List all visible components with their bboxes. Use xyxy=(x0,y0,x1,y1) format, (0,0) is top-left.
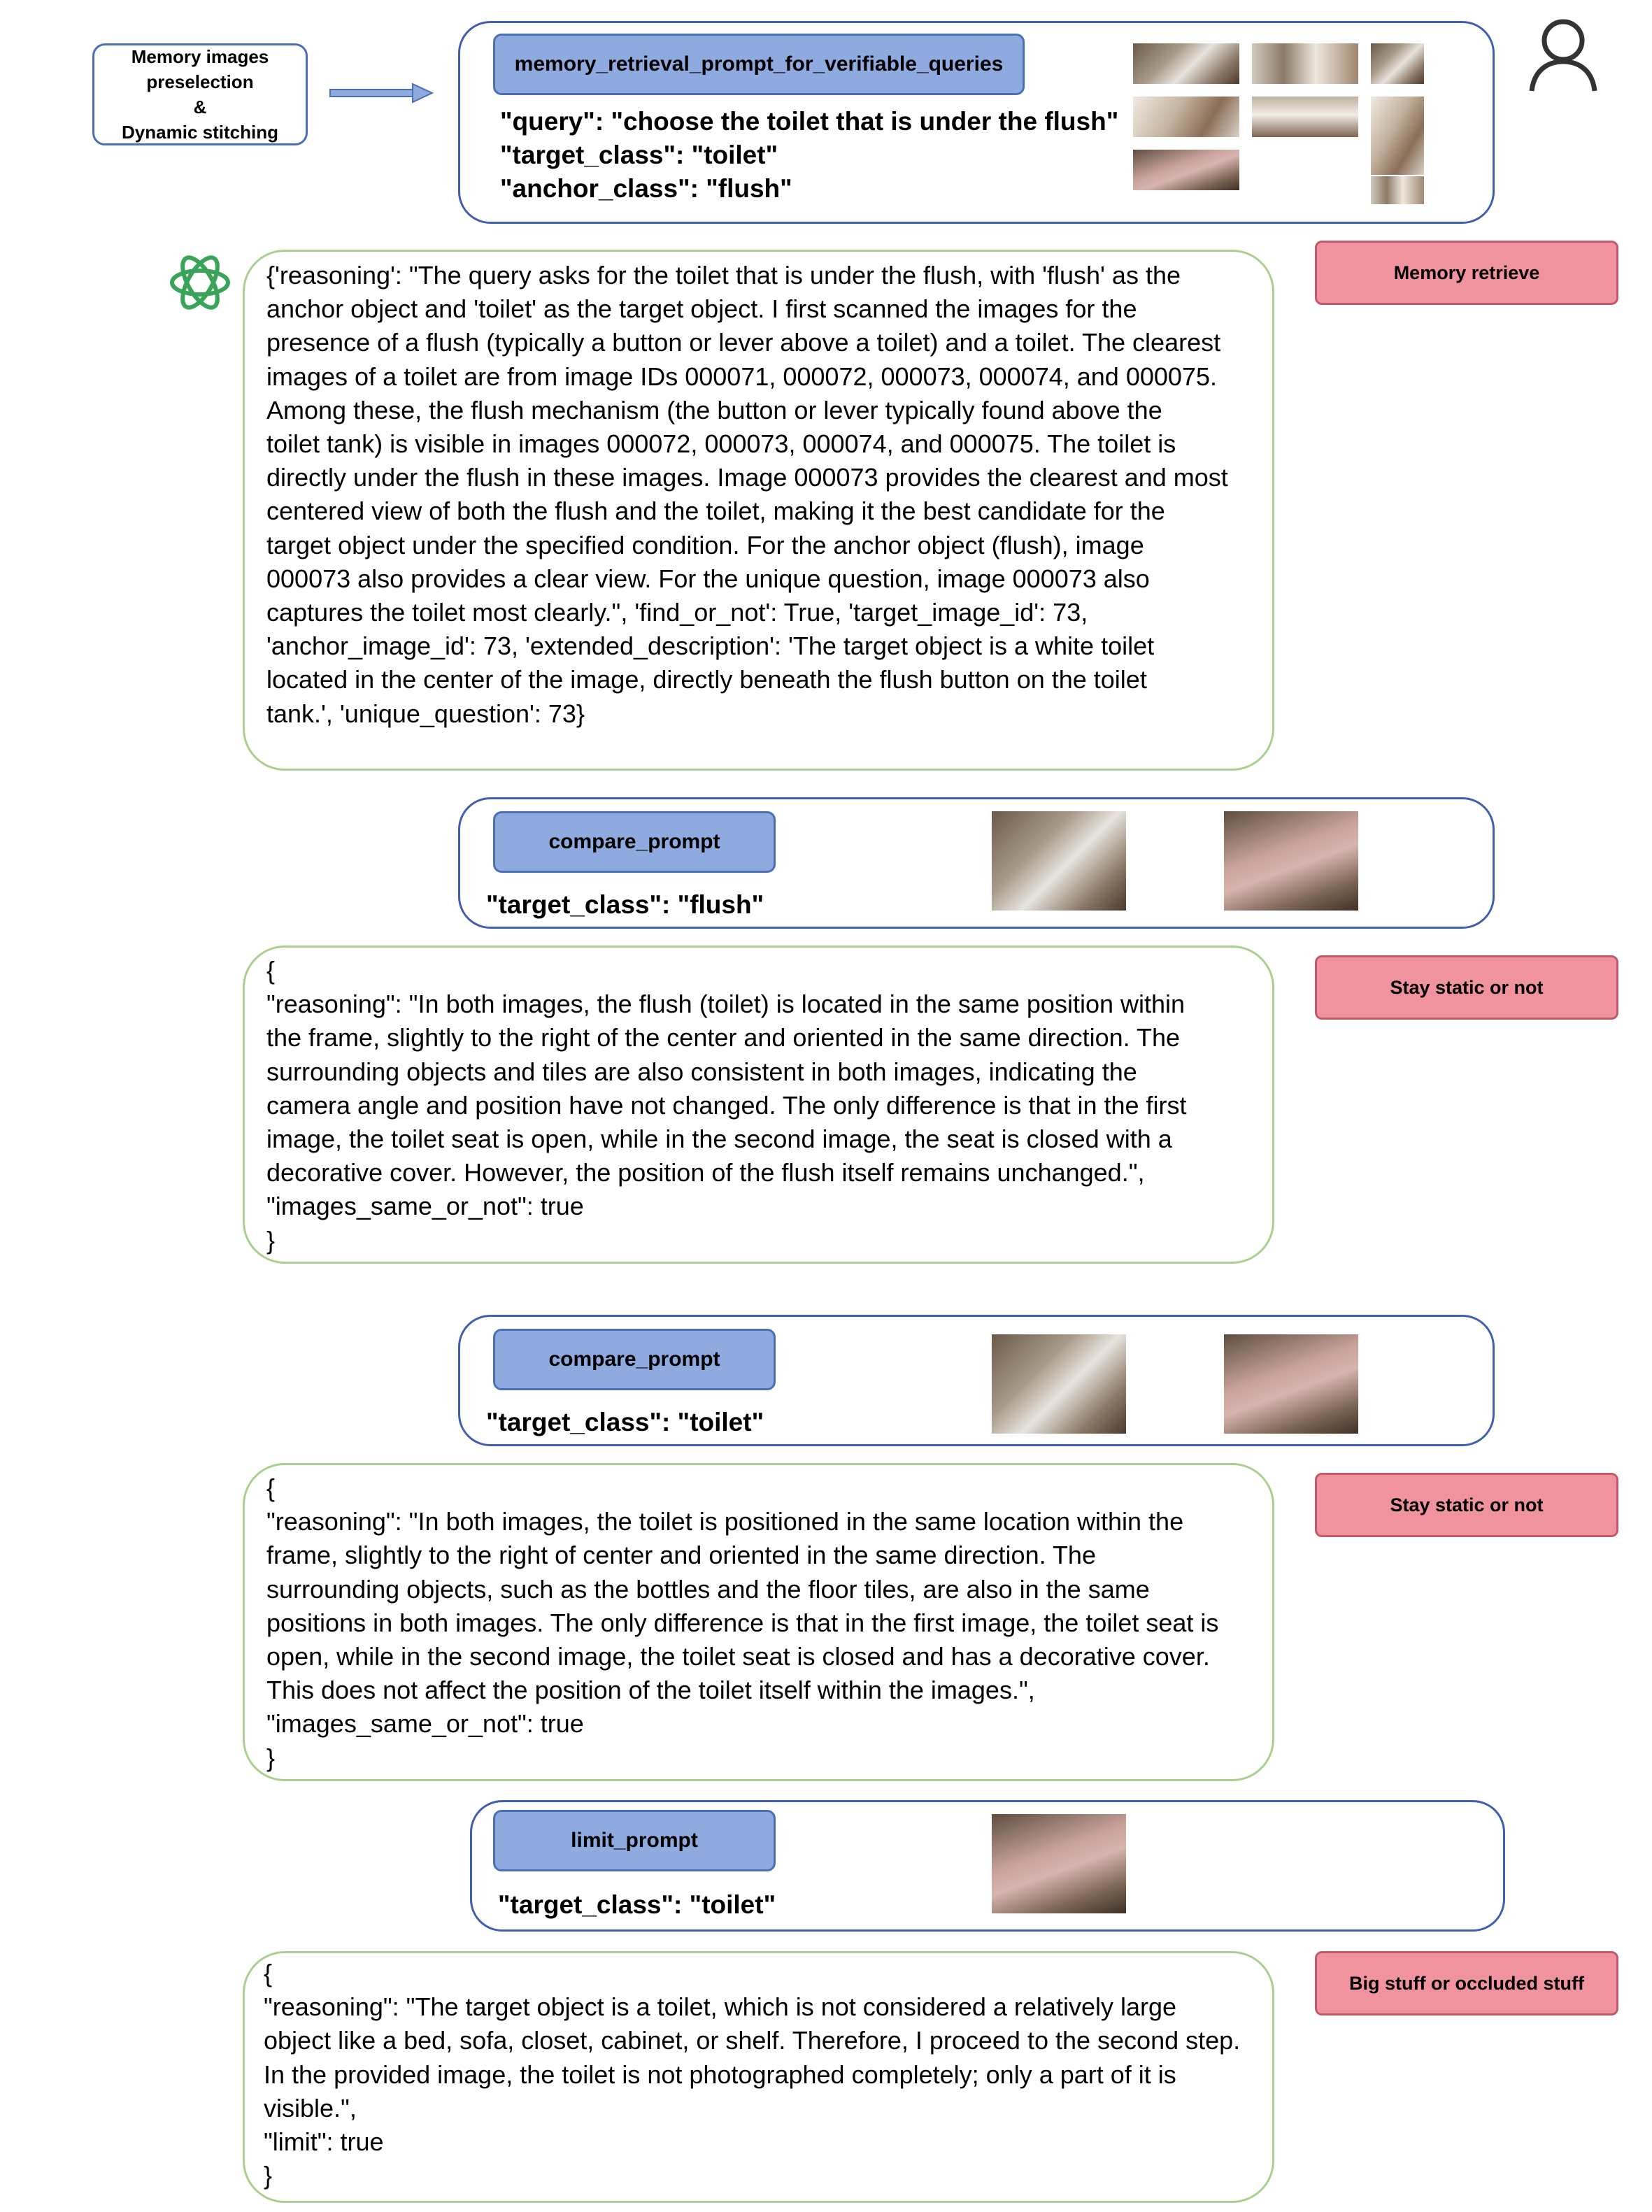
openai-logo-icon xyxy=(166,249,234,316)
target-class-line: "target_class": "flush" xyxy=(486,890,764,919)
anchor-class-line: "anchor_class": "flush" xyxy=(500,174,792,203)
target-class-line: "target_class": "toilet" xyxy=(486,1408,764,1436)
compare-flush-response-text: { "reasoning": "In both images, the flush (toilet) is located in the same position within the frame, slightly to the right of the center and oriented in the same direction. The surrounding objects and tiles are also consistent in both images, indicating the camera angle and position have not changed. The only difference is that in the first image, the toilet seat is open, while in the second image, the seat is closed with a decorative cover. However, the position of the flush itself remains unchanged.", "images_same_or_not": true } xyxy=(266,956,1187,1255)
limit-image xyxy=(992,1814,1126,1913)
memory-image-thumbnail xyxy=(1133,97,1239,137)
compare-prompt-label: compare_prompt xyxy=(493,1329,776,1390)
memory-image-thumbnail xyxy=(1371,43,1424,84)
user-icon xyxy=(1525,15,1602,92)
compare-image-first xyxy=(992,811,1126,911)
right-arrow-icon xyxy=(329,83,434,104)
memory-box-line: Dynamic stitching xyxy=(122,122,278,143)
memory-image-thumbnail xyxy=(1371,97,1424,175)
memory-image-thumbnail xyxy=(1252,97,1358,137)
memory-retrieval-prompt-label: memory_retrieval_prompt_for_verifiable_queries xyxy=(493,34,1025,95)
memory-preselection-box xyxy=(92,43,308,145)
memory-image-thumbnail xyxy=(1371,176,1424,204)
memory-box-line: & xyxy=(193,97,207,117)
memory-image-thumbnail xyxy=(1133,150,1239,190)
limit-response-text: { "reasoning": "The target object is a toilet, which is not considered a relatively large object like a bed, sofa, closet, cabinet, or shelf. Therefore, I proceed to the second step. In the provided image, the toilet is not photographed completely; only a part of it is visible.", "limit": true } xyxy=(264,1959,1241,2190)
compare-image-second xyxy=(1224,811,1358,911)
stay-static-tag: Stay static or not xyxy=(1315,1473,1618,1537)
limit-prompt-label: limit_prompt xyxy=(493,1810,776,1871)
stay-static-tag: Stay static or not xyxy=(1315,955,1618,1020)
big-or-occluded-tag: Big stuff or occluded stuff xyxy=(1315,1951,1618,2015)
memory-retrieval-response-text: {'reasoning': "The query asks for the toilet that is under the flush, with 'flush' as the anchor object and 'toilet' as the target object. I first scanned the images for the presence of a flush (typically a button or lever above a toilet) and a toilet. The clearest images of a toilet are from image IDs 000071, 000072, 000073, 000074, and 000075. Among these, the flush mechanism (the button or lever typically found above the toilet tank) is visible in images 000072, 000073, 000074, and 000075. The toilet is directly under the flush in these images. Image 000073 provides the clearest and most centered view of both the flush and the toilet, making it the best candidate for the target object under the specified condition. For the anchor object (flush), image 000073 also provides a clear view. For the unique question, image 000073 also captures the toilet most clearly.", 'find_or_not': True, 'target_image_id': 73, 'anchor_image_id': 73, 'extended_description': 'The target object is a white toilet located in the center of the image, directly beneath the flush button on the toilet tank.', 'unique_question': 73} xyxy=(266,261,1228,728)
query-line: "query": "choose the toilet that is under the flush" xyxy=(500,107,1119,136)
target-class-line: "target_class": "toilet" xyxy=(498,1890,776,1919)
target-class-line: "target_class": "toilet" xyxy=(500,141,778,169)
memory-image-thumbnail xyxy=(1133,43,1239,84)
memory-image-thumbnail xyxy=(1252,43,1358,84)
compare-image-first xyxy=(992,1334,1126,1434)
memory-box-line: preselection xyxy=(146,71,254,92)
compare-image-second xyxy=(1224,1334,1358,1434)
compare-toilet-response-text: { "reasoning": "In both images, the toilet is positioned in the same location within the frame, slightly to the right of center and oriented in the same direction. The surrounding objects, such as the bottles and the floor tiles, are also in the same positions in both images. The only difference is that in the first image, the toilet seat is open, while in the second image, the toilet seat is closed and has a decorative cover. This does not affect the position of the toilet itself within the images.", "images_same_or_not": true } xyxy=(266,1474,1219,1772)
compare-prompt-label: compare_prompt xyxy=(493,811,776,873)
memory-box-line: Memory images xyxy=(131,46,269,67)
memory-retrieve-tag: Memory retrieve xyxy=(1315,241,1618,305)
